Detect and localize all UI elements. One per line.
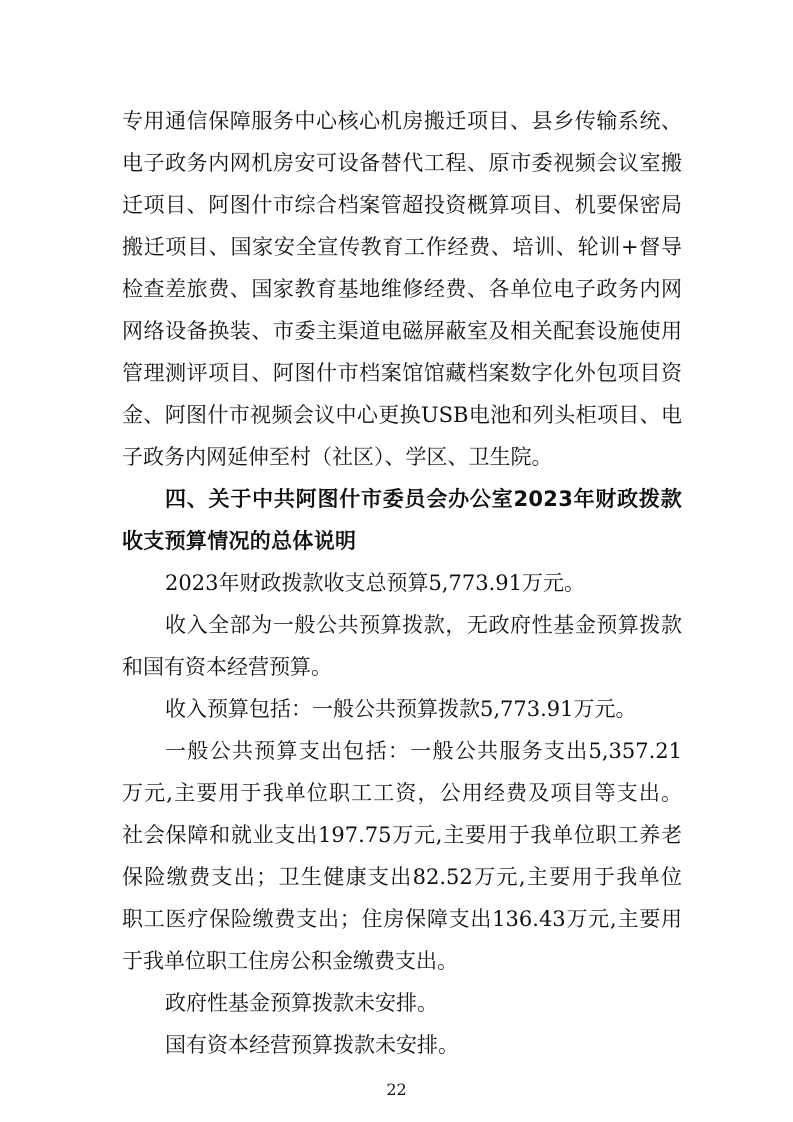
income-budget-paragraph: 收入预算包括：一般公共预算拨款5,773.91万元。 xyxy=(165,697,637,721)
total-budget-paragraph: 2023年财政拨款收支总预算5,773.91万元。 xyxy=(165,571,585,595)
expenditure-paragraph-line: 于我单位职工住房公积金缴费支出。 xyxy=(122,949,458,973)
income-paragraph: 收入全部为一般公共预算拨款，无政府性基金预算拨款 xyxy=(165,613,682,637)
body-text-line: 搬迁项目、国家安全宣传教育工作经费、培训、轮训+督导 xyxy=(122,235,682,259)
expenditure-paragraph-line: 职工医疗保险缴费支出；住房保障支出136.43万元,主要用 xyxy=(122,907,682,931)
state-capital-paragraph: 国有资本经营预算拨款未安排。 xyxy=(165,1033,459,1057)
government-fund-paragraph: 政府性基金预算拨款未安排。 xyxy=(165,991,438,1015)
expenditure-paragraph-line: 社会保障和就业支出197.75万元,主要用于我单位职工养老 xyxy=(122,823,682,847)
expenditure-paragraph-line: 万元,主要用于我单位职工工资，公用经费及项目等支出。 xyxy=(122,781,682,805)
body-text-line: 检查差旅费、国家教育基地维修经费、各单位电子政务内网 xyxy=(122,277,682,301)
expenditure-paragraph: 一般公共预算支出包括：一般公共服务支出5,357.21 xyxy=(165,739,682,763)
page-number: 22 xyxy=(386,1080,407,1099)
body-text-line: 管理测评项目、阿图什市档案馆馆藏档案数字化外包项目资 xyxy=(122,361,682,385)
section-heading: 四、关于中共阿图什市委员会办公室2023年财政拨款 xyxy=(165,487,682,511)
body-text-line: 迁项目、阿图什市综合档案管超投资概算项目、机要保密局 xyxy=(122,193,682,217)
body-text-line: 专用通信保障服务中心核心机房搬迁项目、县乡传输系统、 xyxy=(122,109,682,133)
income-paragraph-continued: 和国有资本经营预算。 xyxy=(122,655,332,679)
section-heading-continued: 收支预算情况的总体说明 xyxy=(122,529,357,553)
body-text-line: 金、阿图什市视频会议中心更换USB电池和列头柜项目、电 xyxy=(122,403,682,427)
body-text-line: 电子政务内网机房安可设备替代工程、原市委视频会议室搬 xyxy=(122,151,682,175)
expenditure-paragraph-line: 保险缴费支出；卫生健康支出82.52万元,主要用于我单位 xyxy=(122,865,682,889)
body-text-line: 网络设备换装、市委主渠道电磁屏蔽室及相关配套设施使用 xyxy=(122,319,682,343)
body-text-line: 子政务内网延伸至村（社区）、学区、卫生院。 xyxy=(122,445,553,469)
